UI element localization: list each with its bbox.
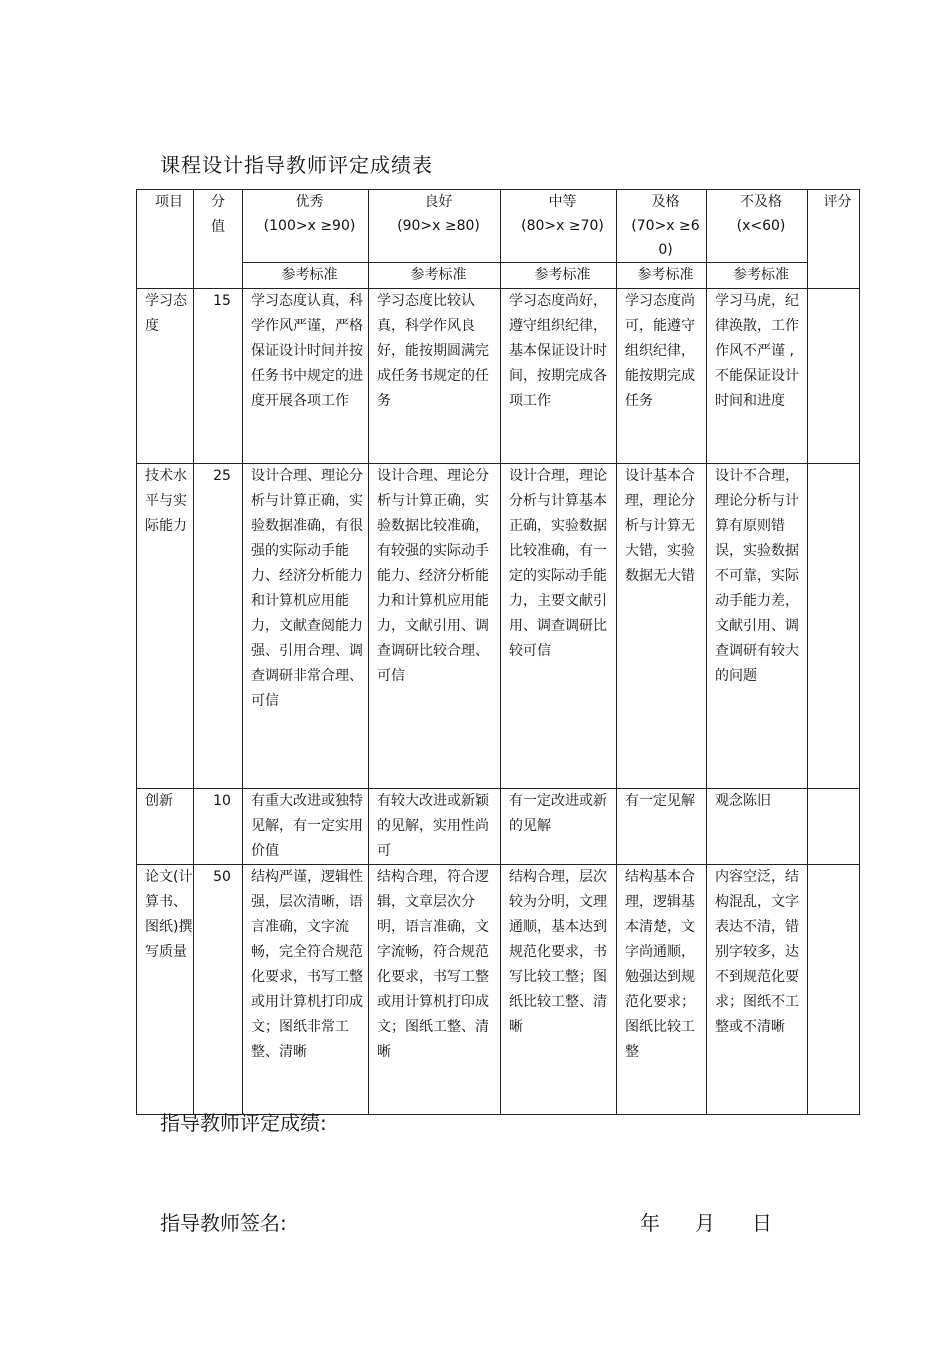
criteria-cell: 学习态度尚可，能遵守组织纪律，能按期完成任务 (617, 289, 707, 464)
criteria-cell: 有较大改进或新颖的见解，实用性尚可 (369, 789, 501, 865)
header-item: 项目 (137, 190, 194, 289)
criteria-cell: 结构基本合理，逻辑基本清楚，文字尚通顺，勉强达到规范化要求；图纸比较工整 (617, 865, 707, 1115)
reference-standard: 参考标准 (501, 263, 617, 289)
header-level-good (369, 190, 501, 263)
level-name: 及格 (651, 194, 680, 210)
criteria-cell: 设计合理，理论分析与计算基本正确，实验数据比较准确，有一定的实际动手能力，主要文献引用、调查调研比较可信 (501, 464, 617, 789)
teacher-signature-label: 指导教师签名: (160, 1211, 287, 1235)
item-label: 学习态度 (137, 289, 194, 464)
level-name: 良好 (424, 194, 453, 210)
row-study-attitude (137, 289, 860, 464)
subheader-row (137, 263, 860, 289)
score-input-cell[interactable] (808, 865, 860, 1115)
criteria-cell: 内容空泛，结构混乱，文字表达不清，错别字较多，达不到规范化要求；图纸不工整或不清晰 (707, 865, 808, 1115)
points-value: 25 (194, 464, 243, 789)
header-level-fail (707, 190, 808, 263)
criteria-cell: 设计不合理，理论分析与计算有原则错误，实验数据不可靠，实际动手能力差，文献引用、调查调研有较大的问题 (707, 464, 808, 789)
criteria-cell: 设计合理、理论分析与计算正确，实验数据准确，有很强的实际动手能力、经济分析能力和计算机应用能力，文献查阅能力强、引用合理、调查调研非常合理、可信 (243, 464, 369, 789)
criteria-cell: 学习态度尚好，遵守组织纪律，基本保证设计时间，按期完成各项工作 (501, 289, 617, 464)
header-level-excellent (243, 190, 369, 263)
level-range: (x<60) (736, 218, 786, 234)
date-year: 年 (640, 1211, 660, 1235)
page-title: 课程设计指导教师评定成绩表 (160, 153, 433, 177)
criteria-cell: 结构合理，层次较为分明，文理通顺，基本达到规范化要求，书写比较工整；图纸比较工整、清晰 (501, 865, 617, 1115)
score-input-cell[interactable] (808, 464, 860, 789)
level-name: 优秀 (295, 194, 324, 210)
criteria-cell: 结构合理，符合逻辑，文章层次分明，语言准确，文字流畅，符合规范化要求，书写工整或用计算机打印成文；图纸工整、清晰 (369, 865, 501, 1115)
criteria-cell: 设计合理、理论分析与计算正确，实验数据比较准确，有较强的实际动手能力、经济分析能力和计算机应用能力，文献引用、调查调研比较合理、可信 (369, 464, 501, 789)
criteria-cell: 结构严谨，逻辑性强，层次清晰，语言准确，文字流畅，完全符合规范化要求，书写工整或用计算机打印成文；图纸非常工整、清晰 (243, 865, 369, 1115)
criteria-cell: 设计基本合理，理论分析与计算无大错，实验数据无大错 (617, 464, 707, 789)
criteria-cell: 观念陈旧 (707, 789, 808, 865)
level-range: (90>x ≥80) (397, 218, 480, 234)
header-points: 分值 (194, 190, 243, 289)
reference-standard: 参考标准 (617, 263, 707, 289)
row-innovation (137, 789, 860, 865)
criteria-cell: 学习态度认真，科学作风严谨，严格保证设计时间并按任务书中规定的进度开展各项工作 (243, 289, 369, 464)
points-value: 50 (194, 865, 243, 1115)
header-score: 评分 (808, 190, 860, 289)
criteria-cell: 有一定改进或新的见解 (501, 789, 617, 865)
date-month: 月 (695, 1211, 715, 1235)
header-level-medium (501, 190, 617, 263)
score-input-cell[interactable] (808, 789, 860, 865)
criteria-cell: 有重大改进或独特见解，有一定实用价值 (243, 789, 369, 865)
item-label: 论文(计算书、图纸)撰写质量 (137, 865, 194, 1115)
criteria-cell: 学习态度比较认真，科学作风良好，能按期圆满完成任务书规定的任务 (369, 289, 501, 464)
reference-standard: 参考标准 (707, 263, 808, 289)
level-range: (100>x ≥90) (263, 218, 356, 234)
header-level-pass (617, 190, 707, 263)
date-day: 日 (752, 1211, 772, 1235)
criteria-cell: 学习马虎，纪律涣散，工作作风不严谨 ,不能保证设计时间和进度 (707, 289, 808, 464)
reference-standard: 参考标准 (369, 263, 501, 289)
level-range: (70>x ≥60) (631, 218, 700, 258)
row-technical-level (137, 464, 860, 789)
score-input-cell[interactable] (808, 289, 860, 464)
level-name: 中等 (548, 194, 577, 210)
reference-standard: 参考标准 (243, 263, 369, 289)
points-value: 10 (194, 789, 243, 865)
level-name: 不及格 (740, 194, 782, 210)
item-label: 创新 (137, 789, 194, 865)
criteria-cell: 有一定见解 (617, 789, 707, 865)
grade-table (136, 189, 860, 1115)
points-value: 15 (194, 289, 243, 464)
teacher-grade-label: 指导教师评定成绩: (160, 1111, 327, 1135)
row-thesis-quality (137, 865, 860, 1115)
level-range: (80>x ≥70) (521, 218, 604, 234)
header-row (137, 190, 860, 263)
item-label: 技术水平与实际能力 (137, 464, 194, 789)
